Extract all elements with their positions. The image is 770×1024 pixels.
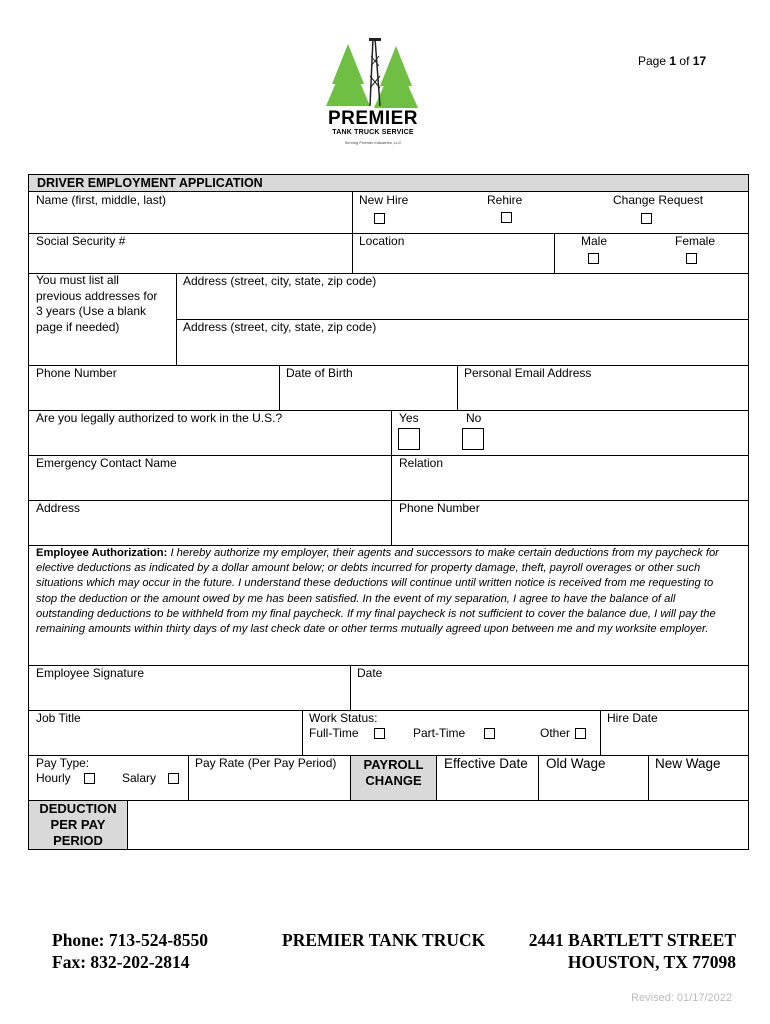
job-title-label: Job Title <box>36 711 81 725</box>
hire-date-label: Hire Date <box>607 711 658 725</box>
no-checkbox[interactable] <box>462 428 484 450</box>
part-time-label: Part-Time <box>413 726 466 740</box>
part-time-checkbox[interactable] <box>484 728 495 739</box>
other-checkbox[interactable] <box>575 728 586 739</box>
footer-address <box>529 929 736 973</box>
female-checkbox[interactable] <box>686 253 697 264</box>
yes-checkbox[interactable] <box>398 428 420 450</box>
change-request-checkbox[interactable] <box>641 213 652 224</box>
hourly-label: Hourly <box>36 771 71 785</box>
company-logo <box>318 36 428 154</box>
date-label: Date <box>357 666 383 680</box>
location-label: Location <box>359 234 405 248</box>
logo-name: PREMIER <box>327 108 419 129</box>
work-status-label: Work Status: <box>309 711 378 725</box>
authorization-heading: Employee Authorization: <box>36 547 168 559</box>
pay-rate-label: Pay Rate (Per Pay Period) <box>195 756 337 770</box>
payroll-change-label: PAYROLL CHANGE <box>363 757 424 788</box>
full-time-checkbox[interactable] <box>374 728 385 739</box>
hourly-checkbox[interactable] <box>84 773 95 784</box>
female-label: Female <box>675 234 716 248</box>
previous-address-note: You must list all previous addresses for 3 years (Use a blank page if needed) <box>36 273 158 334</box>
authorization-paragraph <box>36 546 736 637</box>
salary-checkbox[interactable] <box>168 773 179 784</box>
application-form <box>28 174 749 850</box>
rehire-label: Rehire <box>487 193 523 207</box>
address2-label: Address (street, city, state, zip code) <box>183 320 377 334</box>
change-request-label: Change Request <box>613 193 704 207</box>
authorized-question: Are you legally authorized to work in the U.S.? <box>36 411 283 425</box>
logo-subtitle: TANK TRUCK SERVICE <box>332 129 414 136</box>
pay-type-label: Pay Type: <box>36 756 90 770</box>
footer-fax: Fax: 832-202-2814 <box>52 952 190 972</box>
rehire-checkbox[interactable] <box>501 212 512 223</box>
male-label: Male <box>581 234 608 248</box>
new-hire-checkbox[interactable] <box>374 213 385 224</box>
ssn-label: Social Security # <box>36 234 126 248</box>
phone-label: Phone Number <box>36 366 117 380</box>
deduction-label: DEDUCTION PER PAY PERIOD <box>39 801 117 848</box>
ec-phone-label: Phone Number <box>399 501 480 515</box>
full-time-label: Full-Time <box>309 726 359 740</box>
page-total: 17 <box>692 54 707 68</box>
page-of: of <box>679 54 690 68</box>
footer-contact <box>52 929 208 973</box>
page-current: 1 <box>669 54 677 68</box>
relation-label: Relation <box>399 456 444 470</box>
logo-tagline: Serving Premier Industries, LLC <box>344 140 402 145</box>
other-label: Other <box>540 726 571 740</box>
male-checkbox[interactable] <box>588 253 599 264</box>
page-indicator <box>638 54 706 68</box>
new-wage-label: New Wage <box>655 756 721 771</box>
footer-phone: Phone: 713-524-8550 <box>52 930 209 950</box>
emergency-contact-label: Emergency Contact Name <box>36 456 177 470</box>
signature-label: Employee Signature <box>36 666 145 680</box>
ec-address-label: Address <box>36 501 81 515</box>
form-title: DRIVER EMPLOYMENT APPLICATION <box>37 176 263 190</box>
page-label: Page <box>638 54 667 68</box>
new-hire-label: New Hire <box>359 193 409 207</box>
tree-tower-icon <box>318 36 428 154</box>
footer-company: PREMIER TANK TRUCK <box>282 930 486 950</box>
dob-label: Date of Birth <box>286 366 353 380</box>
email-label: Personal Email Address <box>464 366 592 380</box>
footer-street: 2441 BARTLETT STREET <box>528 930 736 950</box>
salary-label: Salary <box>122 771 157 785</box>
revised-date: Revised: 01/17/2022 <box>631 992 732 1004</box>
yes-label: Yes <box>399 411 419 425</box>
address1-label: Address (street, city, state, zip code) <box>183 274 377 288</box>
authorization-text: I hereby authorize my employer, their agents and successors to make certain deductions from my paycheck for elective deductions as indicated by a dollar amount below; or debts incurred for property damage, theft, payroll overages or other such situations which may occur in the future. I understand these deductions will continue until written notice is received from me requesting to stop the deduction or the amount owed by me has been satisfied. In the event of my separation, I agree to have the balance of all outstanding deductions to be withheld from my final paycheck. If my final paycheck is not sufficient to cover the balance due, I will pay the remaining amounts within thirty days of my last check date or other terms mutually agreed upon between me and my worksite employer. <box>36 547 719 636</box>
name-label: Name (first, middle, last) <box>36 193 167 207</box>
effective-date-label: Effective Date <box>444 756 528 771</box>
old-wage-label: Old Wage <box>546 756 606 771</box>
footer-city: HOUSTON, TX 77098 <box>567 952 736 972</box>
no-label: No <box>466 411 482 425</box>
